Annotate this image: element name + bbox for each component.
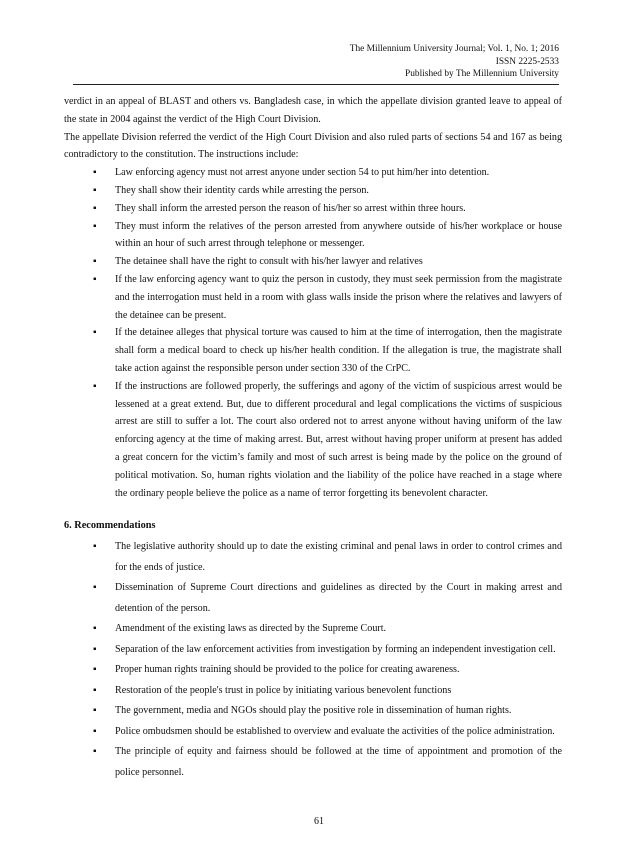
list-item: ▪ They shall show their identity cards while arresting the person.: [64, 182, 562, 200]
paragraph: verdict in an appeal of BLAST and others vs. Bangladesh case, in which the appellate division granted leave to appeal of the state in 2004 against the verdict of the High Court Division.: [64, 96, 562, 125]
running-header: [73, 43, 559, 85]
list-item: ▪ They shall inform the arrested person the reason of his/her so arrest within three hours.: [64, 200, 562, 218]
page-number: 61: [314, 816, 324, 827]
list-item: ▪ If the instructions are followed properly, the sufferings and agony of the victim of suspicious arrest would be lessened at a great extend. But, due to different procedural and legal complications the victims of suspicious arrest are still to suffer a lot. The court also ordered not to arrest anyone without having uniform of the law enforcing agency at the time of making arrest. But, arrest without having proper uniform at present has added a great concern for the victim’s family and most of such arrest is being made by the police on the ground of political motivation. So, human rights violation and the liability of the police have reached in a stage where the ordinary people believe the police as a name of terror forgetting its benevolent character.: [64, 378, 562, 503]
list-item: ▪ Proper human rights training should be provided to the police for creating awareness.: [64, 660, 562, 681]
list-item: ▪ The government, media and NGOs should play the positive role in dissemination of human rights.: [64, 701, 562, 722]
list-item: ▪ Police ombudsmen should be established to overview and evaluate the activities of the police administration.: [64, 722, 562, 743]
body-text: [64, 93, 562, 783]
list-item: ▪ They must inform the relatives of the person arrested from anywhere outside of his/her workplace or house within an hour of such arrest through telephone or messenger.: [64, 218, 562, 254]
list-item: ▪ Amendment of the existing laws as directed by the Supreme Court.: [64, 619, 562, 640]
list-item: ▪ Restoration of the people's trust in police by initiating various benevolent functions: [64, 681, 562, 702]
list-item: ▪ Law enforcing agency must not arrest anyone under section 54 to put him/her into detention.: [64, 164, 562, 182]
publisher-line: Published by The Millennium University: [405, 69, 559, 79]
list-item: ▪ Dissemination of Supreme Court directions and guidelines as directed by the Court in making arrest and detention of the person.: [64, 578, 562, 619]
list-item: ▪ If the law enforcing agency want to quiz the person in custody, they must seek permission from the magistrate and the interrogation must held in a room with glass walls inside the prison where the relatives and lawyers of the detainee can be present.: [64, 271, 562, 324]
instructions-list: [64, 164, 562, 502]
paragraph: The appellate Division referred the verdict of the High Court Division and also ruled parts of sections 54 and 167 as being contradictory to the constitution. The instructions include:: [64, 131, 562, 161]
journal-line: The Millennium University Journal; Vol. 1, No. 1; 2016: [349, 44, 559, 54]
section-heading: 6. Recommendations: [64, 520, 156, 532]
list-item: ▪ Separation of the law enforcement activities from investigation by forming an independent investigation cell.: [64, 640, 562, 661]
list-item: ▪ The detainee shall have the right to consult with his/her lawyer and relatives: [64, 253, 562, 271]
list-item: ▪ The legislative authority should up to date the existing criminal and penal laws in order to control crimes and for the ends of justice.: [64, 537, 562, 578]
recommendations-list: [64, 537, 562, 783]
issn-line: ISSN 2225-2533: [495, 56, 559, 67]
list-item: ▪ If the detainee alleges that physical torture was caused to him at the time of interrogation, then the magistrate shall form a medical board to check up his/her health condition. If the allegation is true, the magistrate shall take action against the responsible person under section 330 of the CrPC.: [64, 324, 562, 377]
list-item: ▪ The principle of equity and fairness should be followed at the time of appointment and promotion of the police personnel.: [64, 742, 562, 783]
